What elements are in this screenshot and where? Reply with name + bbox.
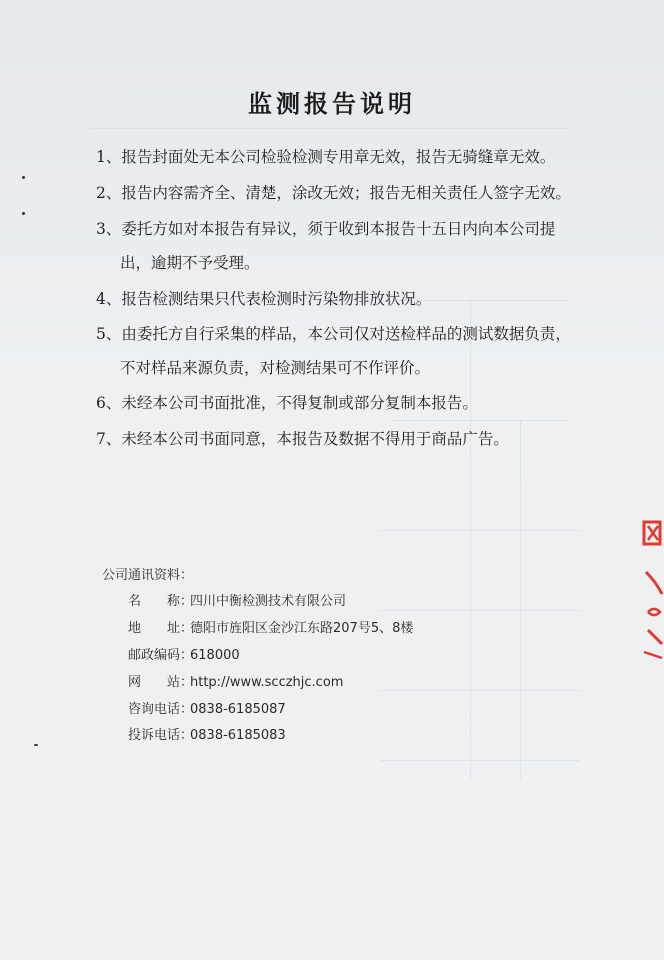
list-item-5-continuation: 不对样品来源负责，对检测结果可不作评价。	[120, 359, 431, 377]
contact-value: 0838-6185083	[190, 728, 286, 743]
list-item-6	[96, 391, 478, 413]
bleed-line	[390, 420, 570, 421]
list-item-3	[96, 217, 555, 239]
item-text: 未经本公司书面批准，不得复制或部分复制本报告。	[121, 394, 478, 412]
contact-label: 名 称：	[128, 594, 194, 609]
bleed-line	[380, 690, 580, 691]
bleed-line	[470, 300, 471, 780]
speck	[22, 176, 25, 179]
list-item-4	[96, 287, 431, 309]
contact-value: 德阳市旌阳区金沙江东路207号5、8楼	[190, 621, 414, 636]
bleed-line	[380, 760, 580, 761]
contact-row-inquiry-phone	[128, 698, 286, 717]
item-text: 未经本公司书面同意，本报告及数据不得用于商品广告。	[121, 430, 509, 448]
bleed-line	[380, 530, 580, 531]
contact-row-postcode	[128, 644, 240, 663]
item-text: 报告检测结果只代表检测时污染物排放状况。	[121, 290, 432, 308]
item-number: 6、	[96, 394, 122, 412]
stamp-fragment	[644, 652, 662, 658]
contact-label: 地 址：	[128, 621, 194, 636]
list-item-5	[96, 322, 571, 344]
list-item-2	[96, 181, 571, 203]
contact-row-website	[128, 671, 343, 690]
contact-label: 邮政编码：	[128, 648, 194, 663]
bleed-line	[380, 610, 580, 611]
list-item-1	[96, 145, 555, 167]
item-number: 5、	[96, 325, 122, 343]
contact-value: http://www.scczhjc.com	[190, 675, 344, 690]
item-number: 4、	[96, 290, 122, 308]
stamp-fragment	[648, 609, 660, 615]
speck	[22, 212, 25, 215]
contact-row-name	[128, 590, 346, 609]
contact-label: 网 站：	[128, 675, 194, 690]
stamp-fragment	[648, 630, 662, 644]
contact-value: 0838-6185087	[190, 702, 286, 717]
speck	[34, 744, 38, 746]
contact-value: 618000	[190, 648, 240, 663]
bleed-line	[90, 128, 570, 129]
item-text: 报告内容需齐全、清楚，涂改无效；报告无相关责任人签字无效。	[121, 184, 571, 202]
contact-row-complaint-phone	[128, 724, 286, 743]
contact-heading: 公司通讯资料：	[102, 568, 194, 583]
bleed-line	[520, 420, 521, 780]
contact-row-address	[128, 617, 413, 636]
contact-label: 投诉电话：	[128, 728, 194, 743]
item-number: 1、	[96, 148, 122, 166]
contact-label: 咨询电话：	[128, 702, 194, 717]
stamp-fragment	[646, 572, 662, 594]
contact-value: 四川中衡检测技术有限公司	[190, 594, 347, 609]
item-text: 由委托方自行采集的样品，本公司仅对送检样品的测试数据负责，	[121, 325, 571, 343]
page-title: 监测报告说明	[248, 90, 416, 118]
item-text: 报告封面处无本公司检验检测专用章无效，报告无骑缝章无效。	[121, 148, 556, 166]
seam-stamp	[634, 512, 664, 662]
list-item-3-continuation: 出，逾期不予受理。	[120, 254, 260, 272]
item-text: 委托方如对本报告有异议，须于收到本报告十五日内向本公司提	[121, 220, 556, 238]
list-item-7	[96, 427, 509, 449]
item-number: 7、	[96, 430, 122, 448]
item-number: 2、	[96, 184, 122, 202]
item-number: 3、	[96, 220, 122, 238]
